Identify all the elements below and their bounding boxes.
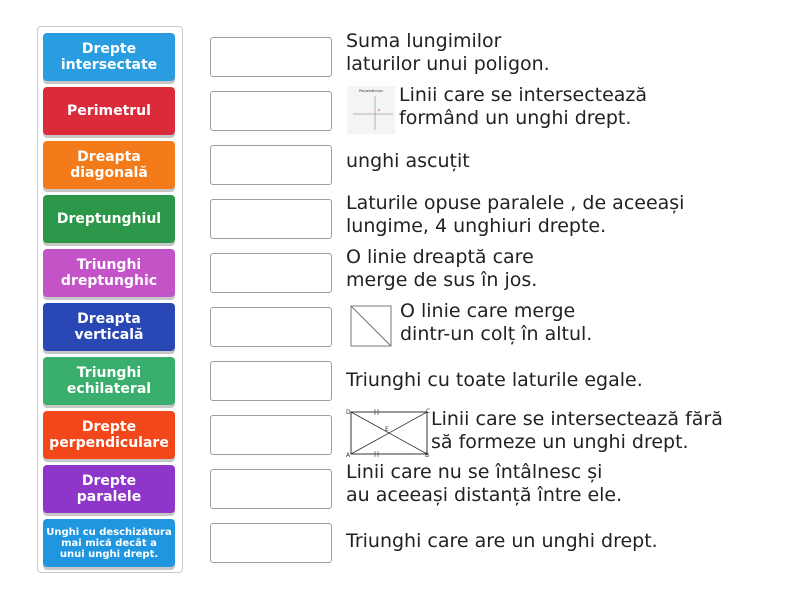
clue-text-1: Suma lungimilor laturilor unui poligon. <box>346 30 550 75</box>
diagram-title: Perpendicular <box>358 89 384 93</box>
tile-dreptunghiul[interactable]: Dreptunghiul <box>43 195 175 243</box>
clue-text-8: Linii care se intersectează fără să formeze un unghi drept. <box>431 408 723 453</box>
center-label-e: E <box>385 426 389 433</box>
drop-slot-5[interactable] <box>210 253 332 293</box>
tile-perimetrul[interactable]: Perimetrul <box>43 87 175 135</box>
tile-drepte-intersectate[interactable]: Drepte intersectate <box>43 33 175 81</box>
drop-slot-3[interactable] <box>210 145 332 185</box>
tile-drepte-perpendiculare[interactable]: Drepte perpendiculare <box>43 411 175 459</box>
clue-text-3: unghi ascuțit <box>346 150 470 172</box>
clue-text-9: Linii care nu se întâlnesc și au aceeași distanță între ele. <box>346 461 623 506</box>
drop-slot-4[interactable] <box>210 199 332 239</box>
drop-slot-8[interactable] <box>210 415 332 455</box>
drop-slot-2[interactable] <box>210 91 332 131</box>
vertex-label-d: D <box>346 409 351 416</box>
drop-slot-1[interactable] <box>210 37 332 77</box>
clue-text-6: O linie care merge dintr-un colț în altul. <box>400 300 593 345</box>
tile-triunghi-echilateral[interactable]: Triunghi echilateral <box>43 357 175 405</box>
tile-unghi-ascutit-definitie[interactable]: Unghi cu deschizătura mai mică decât a unui unghi drept. <box>43 519 175 567</box>
vertex-label-a: A <box>346 452 351 458</box>
tile-triunghi-dreptunghic[interactable]: Triunghi dreptunghic <box>43 249 175 297</box>
tile-dreapta-verticala[interactable]: Dreapta verticală <box>43 303 175 351</box>
tile-drepte-paralele[interactable]: Drepte paralele <box>43 465 175 513</box>
vertex-label-c: C <box>426 408 431 415</box>
drop-slot-10[interactable] <box>210 523 332 563</box>
clue-text-7: Triunghi cu toate laturile egale. <box>346 369 643 391</box>
vertex-label-b: B <box>425 452 430 458</box>
diagonal-square-diagram-image <box>347 302 395 350</box>
perpendicular-diagram-image <box>347 86 395 134</box>
drop-slot-6[interactable] <box>210 307 332 347</box>
rectangle-diagonals-diagram-image <box>345 406 431 458</box>
clue-text-10: Triunghi care are un unghi drept. <box>346 530 658 552</box>
clue-text-4: Laturile opuse paralele , de aceeași lungime, 4 unghiuri drepte. <box>346 192 685 237</box>
tile-dreapta-diagonala[interactable]: Dreapta diagonală <box>43 141 175 189</box>
drop-slot-7[interactable] <box>210 361 332 401</box>
clue-text-2: Linii care se intersectează formând un unghi drept. <box>399 84 648 129</box>
drop-slot-9[interactable] <box>210 469 332 509</box>
clue-text-5: O linie dreaptă care merge de sus în jos. <box>346 246 538 291</box>
